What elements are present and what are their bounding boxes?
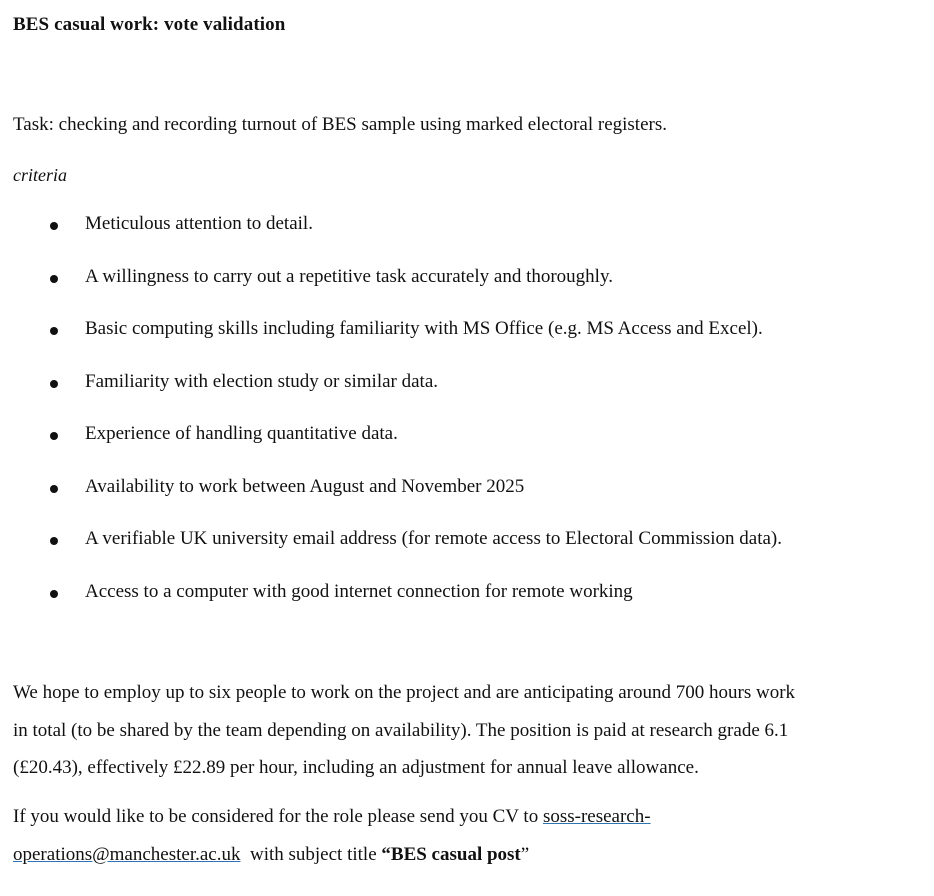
bullet-icon xyxy=(50,432,58,440)
paragraph-line: in total (to be shared by the team depending on availability). The position is paid at research grade 6.1 xyxy=(13,719,789,741)
paragraph-line xyxy=(13,798,918,836)
bullet-icon xyxy=(50,537,58,545)
criteria-text: A verifiable UK university email address (for remote access to Electoral Commission data). xyxy=(85,528,782,549)
closing-quote: ” xyxy=(520,843,530,865)
criteria-label: criteria xyxy=(13,165,67,185)
task-description: Task: checking and recording turnout of BES sample using marked electoral registers. xyxy=(13,114,667,135)
instructions-middle: with subject title xyxy=(240,843,382,865)
document-title: BES casual work: vote validation xyxy=(13,14,286,35)
instructions-prefix: If you would like to be considered for the role please send you CV to xyxy=(13,806,543,827)
employment-details-paragraph xyxy=(13,674,918,787)
paragraph-line: (£20.43), effectively £22.89 per hour, including an adjustment for annual leave allowance. xyxy=(13,757,699,778)
email-subject: “BES casual post xyxy=(381,843,521,865)
criteria-text: Meticulous attention to detail. xyxy=(85,213,313,234)
bullet-icon xyxy=(50,222,58,230)
criteria-text: Familiarity with election study or similar data. xyxy=(85,370,439,392)
bullet-icon xyxy=(50,380,58,388)
criteria-text: A willingness to carry out a repetitive task accurately and thoroughly. xyxy=(85,265,613,287)
paragraph-line xyxy=(13,836,918,874)
bullet-icon xyxy=(50,327,58,335)
bullet-icon xyxy=(50,275,58,283)
email-link-continued[interactable]: operations@manchester.ac.uk xyxy=(13,843,241,865)
email-link[interactable]: soss-research- xyxy=(542,806,651,827)
criteria-text: Availability to work between August and November 2025 xyxy=(85,475,525,497)
bullet-icon xyxy=(50,485,58,493)
criteria-text: Basic computing skills including familiarity with MS Office (e.g. MS Access and Excel). xyxy=(85,318,763,339)
application-instructions-paragraph xyxy=(13,798,918,873)
criteria-text: Experience of handling quantitative data. xyxy=(85,423,398,444)
paragraph-line: We hope to employ up to six people to work on the project and are anticipating around 700 hours work xyxy=(13,682,796,703)
bullet-icon xyxy=(50,590,58,598)
criteria-text: Access to a computer with good internet connection for remote working xyxy=(85,580,633,602)
